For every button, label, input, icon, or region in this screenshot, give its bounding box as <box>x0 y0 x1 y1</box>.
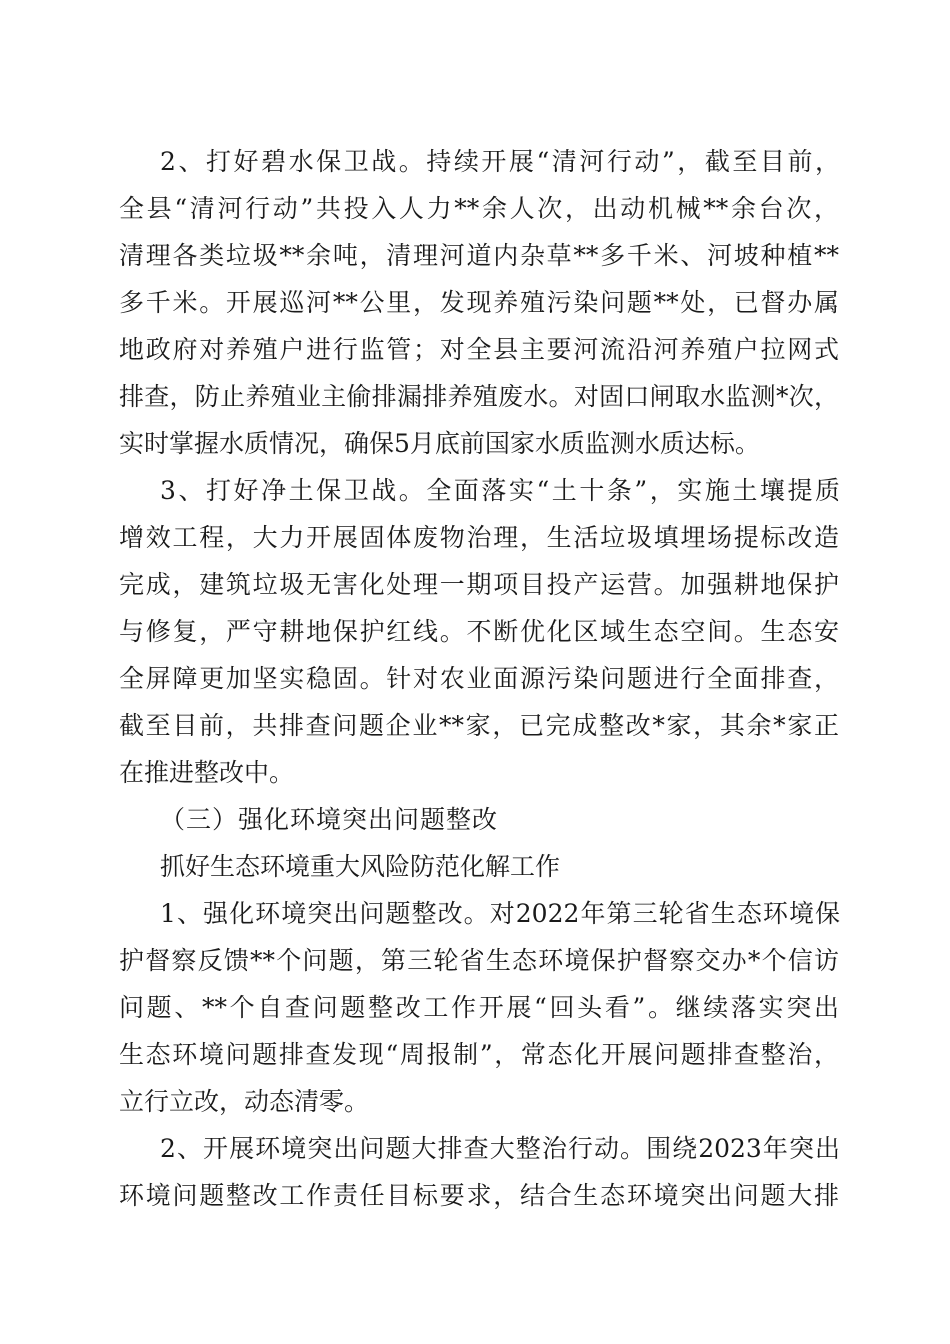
paragraph-2-line-6: 排查，防止养殖业主偷排漏排养殖废水。对固口闸取水监测*次， <box>119 382 839 411</box>
subheading: 抓好生态环境重大风险防范化解工作 <box>160 852 561 881</box>
paragraph-2-line-3: 清理各类垃圾**余吨，清理河道内杂草**多千米、河坡种植** <box>119 241 839 270</box>
paragraph-2-line-2: 全县“清河行动”共投入人力**余人次，出动机械**余台次， <box>119 194 839 223</box>
paragraph-3-line-1: 3、打好净土保卫战。全面落实“土十条”，实施土壤提质 <box>160 476 840 505</box>
paragraph-2-line-4: 多千米。开展巡河**公里，发现养殖污染问题**处，已督办属 <box>119 288 839 317</box>
item-1-line-1: 1、强化环境突出问题整改。对2022年第三轮省生态环境保 <box>160 899 840 928</box>
item-2-line-2: 环境问题整改工作责任目标要求，结合生态环境突出问题大排 <box>119 1181 839 1210</box>
paragraph-3-line-4: 与修复，严守耕地保护红线。不断优化区域生态空间。生态安 <box>119 617 839 646</box>
paragraph-3-line-3: 完成，建筑垃圾无害化处理一期项目投产运营。加强耕地保护 <box>119 570 839 599</box>
paragraph-3-line-5: 全屏障更加坚实稳固。针对农业面源污染问题进行全面排查， <box>119 664 839 693</box>
paragraph-2-line-1: 2、打好碧水保卫战。持续开展“清河行动”，截至目前， <box>160 147 840 176</box>
item-1-line-5: 立行立改，动态清零。 <box>119 1087 370 1116</box>
paragraph-2-line-7: 实时掌握水质情况，确保5月底前国家水质监测水质达标。 <box>119 429 760 458</box>
section-heading: （三）强化环境突出问题整改 <box>160 805 499 834</box>
item-1-line-3: 问题、**个自查问题整改工作开展“回头看”。继续落实突出 <box>119 993 839 1022</box>
item-2-line-1: 2、开展环境突出问题大排查大整治行动。围绕2023年突出 <box>160 1134 840 1163</box>
paragraph-3-line-6: 截至目前，共排查问题企业**家，已完成整改*家，其余*家正 <box>119 711 839 740</box>
paragraph-3-line-7: 在推进整改中。 <box>119 758 295 787</box>
item-1-line-2: 护督察反馈**个问题，第三轮省生态环境保护督察交办*个信访 <box>119 946 839 975</box>
paragraph-3-line-2: 增效工程，大力开展固体废物治理，生活垃圾填埋场提标改造 <box>119 523 839 552</box>
paragraph-2-line-5: 地政府对养殖户进行监管；对全县主要河流沿河养殖户拉网式 <box>119 335 839 364</box>
item-1-line-4: 生态环境问题排查发现“周报制”，常态化开展问题排查整治， <box>119 1040 839 1069</box>
